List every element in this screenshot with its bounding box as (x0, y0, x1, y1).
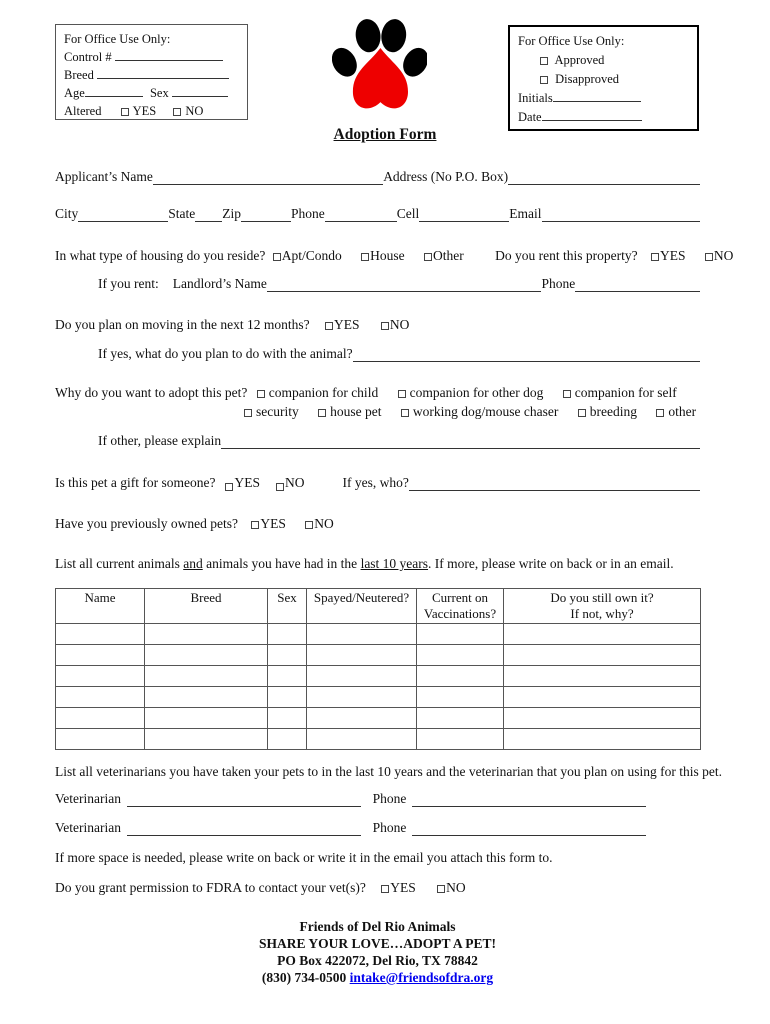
table-cell[interactable] (268, 645, 307, 666)
state-label: State (168, 206, 196, 221)
companion-self-label: companion for self (574, 385, 677, 400)
checkbox-other-housing[interactable] (424, 253, 432, 261)
checkbox-companion-other-dog[interactable] (398, 390, 406, 398)
table-cell[interactable] (307, 666, 417, 687)
animals-table (55, 588, 701, 750)
paw-heart-logo (332, 12, 427, 122)
previous-yes-label: YES (260, 516, 286, 531)
working-dog-label: working dog/mouse chaser (412, 404, 559, 419)
checkbox-house-pet[interactable] (318, 409, 326, 417)
table-cell[interactable] (417, 729, 504, 750)
other-housing-label: Other (432, 248, 464, 263)
landlord-name-label: Landlord’s Name (172, 276, 267, 291)
animals-intro-text2: animals you have had in the (202, 556, 361, 571)
gift-who-field[interactable] (409, 476, 700, 491)
col-header-spayed: Spayed/Neutered? (307, 589, 417, 624)
table-cell[interactable] (504, 708, 701, 729)
gift-row (55, 474, 700, 491)
checkbox-house[interactable] (361, 253, 369, 261)
breed-field[interactable] (97, 67, 229, 79)
vet1-row (55, 790, 646, 807)
other-explain-row (98, 432, 700, 449)
email-field[interactable] (542, 207, 700, 222)
table-row (56, 666, 701, 687)
checkbox-working-dog[interactable] (401, 409, 409, 417)
checkbox-permission-yes[interactable] (381, 885, 389, 893)
table-cell[interactable] (504, 624, 701, 645)
date-label: Date (518, 110, 542, 124)
house-label: House (370, 248, 405, 263)
applicant-name-label: Applicant’s Name (55, 169, 153, 184)
vet2-label: Veterinarian (55, 820, 121, 835)
moving-yes-label: YES (333, 317, 360, 332)
checkbox-apt-condo[interactable] (273, 253, 281, 261)
landlord-phone-field[interactable] (575, 277, 700, 292)
other-explain-field[interactable] (221, 434, 700, 449)
table-cell[interactable] (417, 666, 504, 687)
animals-table-header-row (56, 589, 701, 624)
vet1-label: Veterinarian (55, 791, 121, 806)
city-field[interactable] (78, 207, 168, 222)
table-cell[interactable] (268, 666, 307, 687)
table-cell[interactable] (504, 729, 701, 750)
animals-intro-text: List all current animals (55, 556, 184, 571)
gift-no-label: NO (284, 475, 305, 490)
form-body (0, 168, 770, 986)
cell-field[interactable] (419, 207, 509, 222)
moving-plan-label: If yes, what do you plan to do with the animal? (98, 346, 353, 361)
checkbox-gift-no[interactable] (276, 483, 284, 491)
phone-field[interactable] (325, 207, 397, 222)
adopt-reason-row1 (55, 384, 700, 401)
vet-permission-row (55, 879, 700, 896)
table-row (56, 708, 701, 729)
checkbox-previous-no[interactable] (305, 521, 313, 529)
table-cell[interactable] (417, 687, 504, 708)
table-cell[interactable] (307, 645, 417, 666)
table-cell[interactable] (56, 729, 145, 750)
other-explain-label: If other, please explain (98, 433, 222, 448)
breeding-label: breeding (589, 404, 637, 419)
companion-child-label: companion for child (268, 385, 379, 400)
office-right-title: For Office Use Only: (518, 34, 625, 48)
vet1-phone-label: Phone (372, 791, 407, 806)
moving-plan-row (98, 345, 700, 362)
heart-pad-icon (353, 48, 408, 108)
checkbox-disapproved[interactable] (540, 76, 548, 84)
table-cell[interactable] (307, 624, 417, 645)
control-number-field[interactable] (115, 49, 223, 61)
checkbox-breeding[interactable] (578, 409, 586, 417)
table-cell[interactable] (145, 645, 268, 666)
altered-no-label: NO (185, 104, 204, 118)
city-label: City (55, 206, 79, 221)
adopt-reason-question: Why do you want to adopt this pet? (55, 385, 248, 400)
moving-row (55, 316, 700, 333)
control-number-label: Control # (64, 50, 112, 64)
table-cell[interactable] (56, 645, 145, 666)
previous-pets-row (55, 515, 700, 532)
landlord-phone-label: Phone (541, 276, 576, 291)
table-cell[interactable] (145, 729, 268, 750)
moving-question: Do you plan on moving in the next 12 months? (55, 317, 310, 332)
sex-label: Sex (149, 86, 169, 100)
table-cell[interactable] (56, 708, 145, 729)
vet-permission-question: Do you grant permission to FDRA to contact your vet(s)? (55, 880, 366, 895)
animals-intro-and: and (183, 556, 203, 571)
security-label: security (256, 404, 299, 419)
initials-field[interactable] (553, 90, 641, 102)
animals-list-intro (55, 555, 700, 572)
table-cell[interactable] (56, 687, 145, 708)
gift-who-label: If yes, who? (342, 475, 409, 490)
table-cell[interactable] (307, 687, 417, 708)
animals-intro-last10: last 10 years (360, 556, 429, 571)
table-cell[interactable] (145, 666, 268, 687)
sex-field[interactable] (172, 85, 228, 97)
paw-toe-inner-left-icon (354, 18, 383, 54)
address-field[interactable] (508, 170, 700, 185)
paw-toe-inner-right-icon (379, 18, 408, 54)
previous-no-label: NO (314, 516, 334, 531)
moving-no-label: NO (389, 317, 410, 332)
age-label: Age (64, 86, 85, 100)
rent-no-label: NO (713, 248, 734, 263)
gift-yes-label: YES (234, 475, 260, 490)
table-cell[interactable] (504, 645, 701, 666)
footer-phone: (830) 734-0500 (261, 970, 347, 985)
checkbox-security[interactable] (244, 409, 252, 417)
table-row (56, 624, 701, 645)
checkbox-rent-yes[interactable] (651, 253, 659, 261)
zip-label: Zip (222, 206, 242, 221)
checkbox-approved[interactable] (540, 57, 548, 65)
zip-field[interactable] (241, 207, 291, 222)
footer-tagline: SHARE YOUR LOVE…ADOPT A PET! (258, 936, 497, 951)
table-cell[interactable] (307, 729, 417, 750)
table-cell[interactable] (56, 624, 145, 645)
vet2-phone-field[interactable] (412, 821, 646, 836)
footer-contact-line (55, 969, 700, 986)
checkbox-gift-yes[interactable] (225, 483, 233, 491)
phone-label: Phone (291, 206, 325, 221)
table-cell[interactable] (504, 687, 701, 708)
checkbox-permission-no[interactable] (437, 885, 445, 893)
col-header-name: Name (56, 589, 145, 624)
vet1-phone-field[interactable] (412, 792, 646, 807)
apt-condo-label: Apt/Condo (281, 248, 342, 263)
if-you-rent-label: If you rent: (98, 276, 159, 291)
altered-yes-label: YES (132, 104, 157, 118)
table-cell[interactable] (268, 708, 307, 729)
reason-other-label: other (668, 404, 697, 419)
housing-question: In what type of housing do you reside? (55, 248, 266, 263)
rent-question: Do you rent this property? (495, 248, 638, 263)
checkbox-altered-yes[interactable] (121, 108, 129, 116)
table-cell[interactable] (268, 729, 307, 750)
footer-email-link[interactable]: intake@friendsofdra.org (349, 970, 494, 985)
vet2-name-field[interactable] (127, 821, 361, 836)
col-header-sex: Sex (268, 589, 307, 624)
permission-no-label: NO (446, 880, 466, 895)
companion-other-dog-label: companion for other dog (409, 385, 544, 400)
table-cell[interactable] (145, 708, 268, 729)
previous-pets-question: Have you previously owned pets? (55, 516, 238, 531)
approved-label: Approved (554, 53, 605, 67)
date-field[interactable] (542, 109, 642, 121)
age-field[interactable] (85, 85, 143, 97)
moving-plan-field[interactable] (353, 347, 700, 362)
cell-label: Cell (396, 206, 420, 221)
city-row (55, 205, 700, 222)
landlord-row (98, 275, 700, 292)
table-cell[interactable] (56, 666, 145, 687)
state-field[interactable] (195, 207, 222, 222)
table-cell[interactable] (504, 666, 701, 687)
address-label: Address (No P.O. Box) (383, 169, 509, 184)
footer-address: PO Box 422072, Del Rio, TX 78842 (277, 953, 478, 968)
table-cell[interactable] (145, 624, 268, 645)
vet2-row (55, 819, 646, 836)
col-header-still-own: Do you still own it? If not, why? (504, 589, 701, 624)
table-cell[interactable] (145, 687, 268, 708)
table-cell[interactable] (417, 624, 504, 645)
table-row (56, 729, 701, 750)
col-header-breed: Breed (145, 589, 268, 624)
form-header (0, 0, 770, 146)
altered-label: Altered (64, 104, 102, 118)
vet2-phone-label: Phone (372, 820, 407, 835)
office-use-right-box (508, 25, 699, 131)
table-row (56, 687, 701, 708)
disapproved-label: Disapproved (555, 72, 619, 86)
vet1-name-field[interactable] (127, 792, 361, 807)
table-row (56, 645, 701, 666)
initials-label: Initials (518, 91, 553, 105)
house-pet-label: house pet (330, 404, 382, 419)
table-cell[interactable] (268, 687, 307, 708)
checkbox-rent-no[interactable] (705, 253, 713, 261)
checkbox-previous-yes[interactable] (251, 521, 259, 529)
animals-intro-text3: . If more, please write on back or in an email. (428, 556, 674, 571)
col-header-vaccinations: Current on Vaccinations? (417, 589, 504, 624)
applicant-row (55, 168, 700, 185)
footer (55, 918, 700, 986)
checkbox-altered-no[interactable] (173, 108, 181, 116)
office-use-left-box (55, 24, 248, 120)
footer-org-name: Friends of Del Rio Animals (299, 919, 456, 934)
more-space-note: If more space is needed, please write on back or write it in the email you attach this form to. (55, 850, 553, 865)
checkbox-companion-child[interactable] (257, 390, 265, 398)
checkbox-moving-no[interactable] (381, 322, 389, 330)
table-cell[interactable] (417, 645, 504, 666)
rent-yes-label: YES (659, 248, 686, 263)
vets-intro: List all veterinarians you have taken your pets to in the last 10 years and the veterinarian that you plan on using for this pet. (55, 764, 722, 779)
breed-label: Breed (64, 68, 94, 82)
housing-row (55, 247, 734, 264)
table-cell[interactable] (417, 708, 504, 729)
adopt-reason-row2 (244, 403, 700, 420)
form-title: Adoption Form (333, 126, 437, 143)
applicant-name-field[interactable] (153, 170, 383, 185)
email-label: Email (509, 206, 542, 221)
permission-yes-label: YES (390, 880, 416, 895)
table-cell[interactable] (268, 624, 307, 645)
gift-question: Is this pet a gift for someone? (55, 475, 216, 490)
landlord-name-field[interactable] (267, 277, 542, 292)
checkbox-companion-self[interactable] (563, 390, 571, 398)
table-cell[interactable] (307, 708, 417, 729)
checkbox-reason-other[interactable] (656, 409, 664, 417)
checkbox-moving-yes[interactable] (325, 322, 333, 330)
office-left-title: For Office Use Only: (64, 32, 171, 46)
